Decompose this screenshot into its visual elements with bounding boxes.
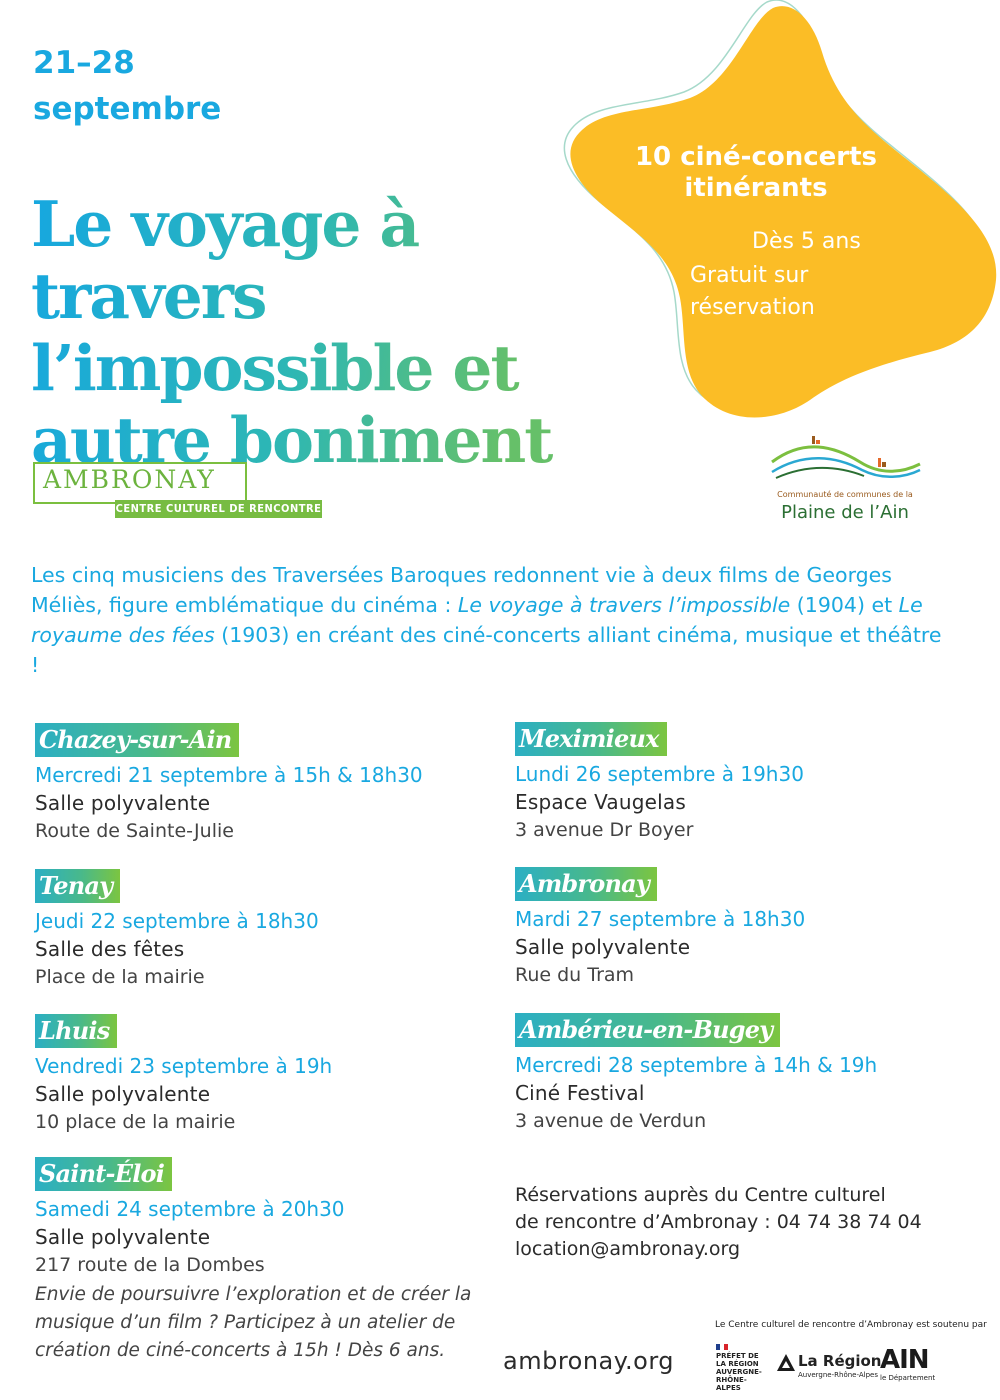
event-venue: Salle des fêtes xyxy=(35,937,185,961)
event-town: Ambronay xyxy=(515,867,657,901)
sponsor-region-name: La Région xyxy=(798,1352,882,1370)
event-ambronay xyxy=(515,867,985,989)
intro-film-2: Le royaume des fées xyxy=(31,593,923,647)
badge-blob xyxy=(570,6,996,417)
event-datetime: Mercredi 28 septembre à 14h & 19h xyxy=(515,1053,878,1077)
intro-paragraph xyxy=(31,560,951,680)
event-venue: Salle polyvalente xyxy=(35,791,211,815)
sponsor-prefet-label: PRÉFET DE LA RÉGION AUVERGNE-RHÔNE-ALPES xyxy=(716,1352,762,1392)
badge-free xyxy=(690,260,910,324)
community-logo-line-2: Plaine de l’Ain xyxy=(781,502,909,523)
event-venue: Salle polyvalente xyxy=(35,1225,211,1249)
ambronay-logo-name: AMBRONAY xyxy=(43,465,216,494)
event-town: Lhuis xyxy=(35,1014,117,1048)
event-address: Place de la mairie xyxy=(35,966,205,988)
website-link[interactable]: ambronay.org xyxy=(503,1347,675,1375)
dates xyxy=(33,40,333,132)
event-address: 217 route de la Dombes xyxy=(35,1254,265,1276)
event-venue: Ciné Festival xyxy=(515,1081,645,1105)
badge-heading-line-1: 10 ciné-concerts xyxy=(634,142,878,172)
event-town: Tenay xyxy=(35,869,120,903)
event-datetime: Samedi 24 septembre à 20h30 xyxy=(35,1197,345,1221)
event-datetime: Lundi 26 septembre à 19h30 xyxy=(515,762,804,786)
intro-film-1: Le voyage à travers l’impossible xyxy=(457,593,791,617)
title-line-1: Le voyage à travers xyxy=(31,187,419,333)
event-town: Chazey-sur-Ain xyxy=(35,723,239,757)
badge-free-line-1: Gratuit sur xyxy=(690,263,809,288)
event-chazey xyxy=(35,723,505,845)
intro-part-2: (1903) en créant des ciné-concerts alliant cinéma, musique et théâtre ! xyxy=(31,623,942,677)
event-tenay xyxy=(35,869,505,991)
event-town: Saint-Éloi xyxy=(35,1157,172,1191)
title-line-3: autre boniment xyxy=(31,403,552,477)
sponsor-ain-sub: le Département xyxy=(880,1374,936,1382)
event-note: Envie de poursuivre l’exploration et de créer la musique d’un film ? Participez à un atelier de création de ciné-concerts à 15h ! Dès 6 ans. xyxy=(35,1284,472,1361)
reservation-line-1: Réservations auprès du Centre culturel xyxy=(515,1184,886,1206)
sponsor-ain-name: AIN xyxy=(880,1345,929,1375)
dates-line-1: 21–28 xyxy=(33,45,135,81)
event-datetime: Mardi 27 septembre à 18h30 xyxy=(515,907,806,931)
badge-heading xyxy=(596,142,916,204)
event-datetime: Jeudi 22 septembre à 18h30 xyxy=(35,909,319,933)
badge-free-line-2: réservation xyxy=(690,295,815,320)
event-address: Route de Sainte-Julie xyxy=(35,820,234,842)
community-logo-line-1: Communauté de communes de la xyxy=(777,490,913,499)
sponsor-prefet xyxy=(716,1344,768,1392)
event-address: 3 avenue Dr Boyer xyxy=(515,819,694,841)
ambronay-logo xyxy=(33,462,322,518)
event-town: Ambérieu-en-Bugey xyxy=(515,1013,780,1047)
event-meximieux xyxy=(515,722,985,844)
reservation-line-2: de rencontre d’Ambronay : 04 74 38 74 04 xyxy=(515,1211,922,1233)
badge-blob-shape xyxy=(560,0,1000,440)
event-address: Rue du Tram xyxy=(515,964,635,986)
event-venue: Salle polyvalente xyxy=(515,935,691,959)
event-venue: Espace Vaugelas xyxy=(515,790,686,814)
event-datetime: Mercredi 21 septembre à 15h & 18h30 xyxy=(35,763,423,787)
title-line-2: l’impossible et xyxy=(31,331,518,405)
marianne-flag-icon xyxy=(716,1344,728,1350)
reservation-email[interactable]: location@ambronay.org xyxy=(515,1238,741,1260)
intro-part-1: Les cinq musiciens des Traversées Baroques redonnent vie à deux films de Georges Méliès, figure emblématique du cinéma : xyxy=(31,563,892,617)
event-datetime: Vendredi 23 septembre à 19h xyxy=(35,1054,333,1078)
badge-heading-line-2: itinérants xyxy=(684,173,828,203)
event-saint-eloi xyxy=(35,1157,505,1365)
reservation-info xyxy=(515,1182,985,1263)
event-address: 10 place de la mairie xyxy=(35,1111,236,1133)
region-triangle-icon xyxy=(776,1353,796,1373)
event-town: Meximieux xyxy=(515,722,667,756)
poster-title xyxy=(31,188,631,476)
intro-year-1: (1904) et xyxy=(790,593,899,617)
support-text: Le Centre culturel de rencontre d’Ambronay est soutenu par xyxy=(715,1320,987,1330)
ambronay-logo-subtitle: CENTRE CULTUREL DE RENCONTRE xyxy=(115,500,322,518)
event-venue: Salle polyvalente xyxy=(35,1082,211,1106)
event-amberieu xyxy=(515,1013,985,1135)
event-address: 3 avenue de Verdun xyxy=(515,1110,707,1132)
dates-line-2: septembre xyxy=(33,91,222,127)
badge-age: Dès 5 ans xyxy=(752,229,861,254)
community-logo-icon xyxy=(764,432,924,488)
event-lhuis xyxy=(35,1014,505,1136)
community-logo xyxy=(760,432,930,527)
sponsor-region-sub: Auvergne-Rhône-Alpes xyxy=(798,1371,878,1379)
sponsor-ain xyxy=(880,1346,935,1382)
